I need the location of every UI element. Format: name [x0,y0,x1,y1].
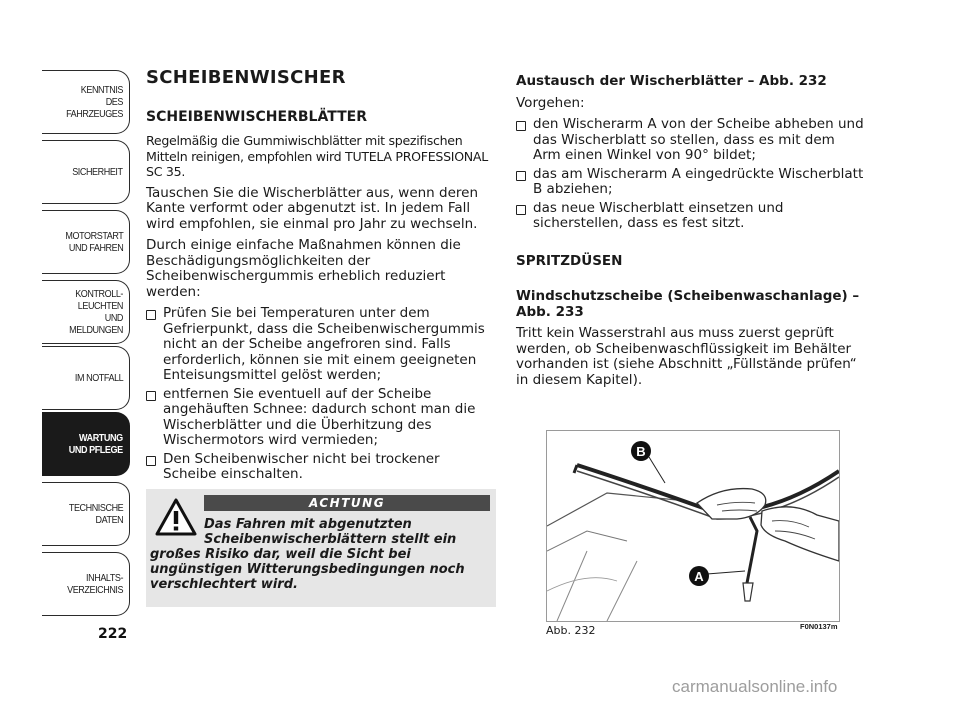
warning-header: ACHTUNG [204,495,490,511]
list-item: Prüfen Sie bei Temperaturen unter dem Gefrierpunkt, dass die Scheibenwischergummis nicht an der Scheibe angefroren sind. Falls erforderlich, können sie mit einem geeigneten Enteisungsmittel gelöst werden; [146,306,496,384]
section-title: SPRITZDÜSEN [516,252,623,269]
tab-kontrollleuchten[interactable] [42,280,130,344]
list-item: Den Scheibenwischer nicht bei trockener Scheibe einschalten. [146,452,496,483]
left-column [146,67,496,491]
step-list [516,117,866,232]
tab-inhaltsverzeichnis[interactable] [42,552,130,616]
tab-label: KENNTNIS DES FAHRZEUGES [66,84,123,120]
tab-label: MOTORSTART UND FAHREN [65,230,123,254]
paragraph: Regelmäßig die Gummiwischblätter mit spezifischen Mitteln reinigen, empfohlen wird TUTELA PROFESSIONAL SC 35. [146,133,488,179]
tab-motorstart[interactable] [42,210,130,274]
tab-sicherheit[interactable] [42,140,130,204]
wiper-illustration [547,431,839,621]
tab-label: INHALTS- VERZEICHNIS [67,572,123,596]
bullet-list [146,306,496,483]
list-item: das am Wischerarm A eingedrückte Wischerblatt B abziehen; [516,167,866,198]
tab-label: SICHERHEIT [72,166,123,178]
page-number: 222 [98,626,128,642]
intro-text: Vorgehen: [516,94,585,111]
watermark: carmanualsonline.info [672,677,838,696]
tab-im-notfall[interactable] [42,346,130,410]
warning-text-line1: Das Fahren mit abgenutzten Scheibenwischerblättern stellt ein [204,517,457,547]
figure-code: F0N0137m [800,622,838,631]
tab-wartung[interactable] [42,412,130,476]
tab-label: KONTROLL- LEUCHTEN UND MELDUNGEN [69,288,123,336]
right-column [516,74,866,394]
list-item: entfernen Sie eventuell auf der Scheibe angehäuften Schnee: dadurch schont man die Wischerblätter und die Überhitzung des Wischermotors wird vermieden; [146,387,496,449]
wiper-figure [546,430,840,622]
figure-caption: Abb. 232 [546,624,596,637]
warning-text [150,517,490,592]
section-subtitle: Windschutzscheibe (Scheibenwaschanlage) – Abb. 233 [516,288,860,320]
paragraph: Durch einige einfache Maßnahmen können die Beschädigungsmöglichkeiten der Scheibenwischergummis erheblich reduziert werden: [146,237,461,300]
tab-label: IM NOTFALL [74,372,123,384]
warning-text-rest: großes Risiko dar, weil die Sicht bei ungünstigen Witterungsbedingungen noch verschlechtert wird. [150,547,465,592]
section-subtitle: SCHEIBENWISCHERBLÄTTER [146,108,367,125]
page-title: SCHEIBENWISCHER [146,67,346,88]
tab-kenntnis[interactable] [42,70,130,134]
warning-box [146,489,496,607]
tab-label: TECHNISCHE DATEN [68,502,123,526]
list-item: das neue Wischerblatt einsetzen und sicherstellen, dass es fest sitzt. [516,201,866,232]
tab-technische-daten[interactable] [42,482,130,546]
paragraph: Tritt kein Wasserstrahl aus muss zuerst geprüft werden, ob Scheibenwaschflüssigkeit im Behälter vorhanden ist (siehe Abschnitt „Füllstände prüfen“ in diesem Kapitel). [516,325,857,388]
callout-b-label: B [636,444,646,459]
paragraph: Tauschen Sie die Wischerblätter aus, wenn deren Kante verformt oder abgenutzt ist. In jedem Fall wird empfohlen, sie einmal pro Jahr zu wechseln. [146,184,479,232]
list-item: den Wischerarm A von der Scheibe abheben und das Wischerblatt so stellen, dass es mit dem Arm einen Winkel von 90° bildet; [516,117,866,164]
tab-label: WARTUNG UND PFLEGE [69,432,123,456]
step-heading: Austausch der Wischerblätter – Abb. 232 [516,73,827,89]
callout-a-label: A [694,569,704,584]
